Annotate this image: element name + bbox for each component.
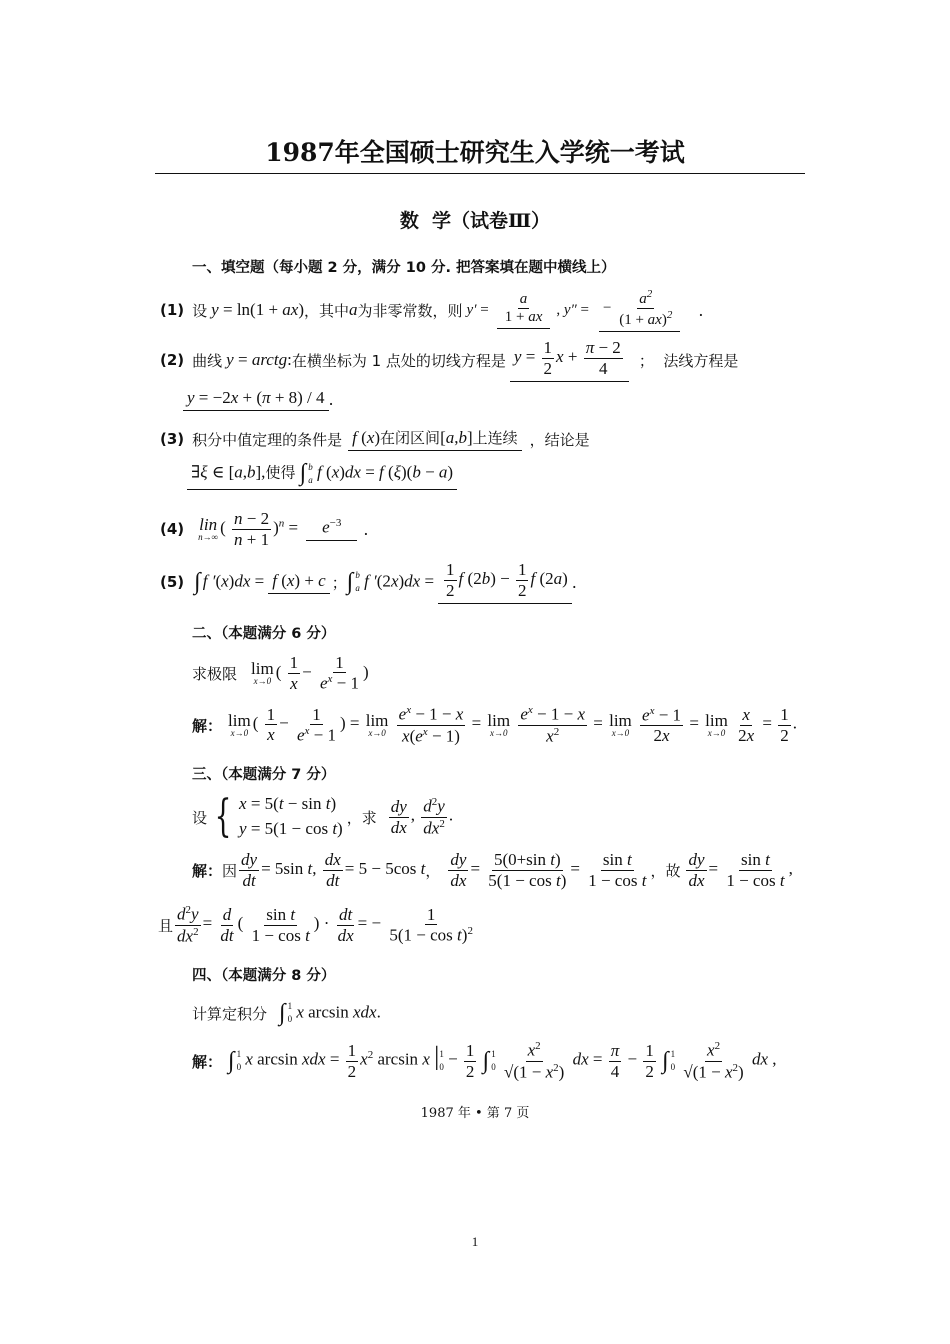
q4-answer: $e^{-3}$	[306, 517, 357, 541]
q1-var-a: a	[349, 300, 358, 319]
section3-prompt2: ，求	[346, 808, 377, 827]
section3-sol-text4: 且	[158, 916, 174, 935]
section3-param-eqs: x = 5(t − sin t) y = 5(1 − cos t)	[239, 794, 343, 838]
section4-problem	[192, 996, 381, 1030]
q5-integral2: ∫ b a f ′(2x)dx =	[346, 568, 435, 595]
q1-ydoubleprime: , y″ =	[556, 301, 589, 318]
q2-text2: 在横坐标为 1 点处的切线方程是	[291, 351, 506, 370]
section3-solution2	[158, 900, 477, 950]
title-rule	[155, 173, 805, 174]
q1-answer-ydoubleprime: − $\frac{a^2}{(1 + ax)^2}$	[599, 288, 680, 333]
question-4: (4) lin n→∞ ( $\frac{n - 2}{n + 1}$ )$^n$ = $e^{-3}$ .	[160, 508, 369, 549]
section2-problem	[192, 650, 369, 696]
q1-yprime: y′ =	[466, 301, 489, 318]
q1-answer-yprime: $\frac{a}{1 + ax}$	[497, 291, 551, 330]
section3-sol-text2: ，	[425, 861, 441, 880]
page-number: 1	[471, 1234, 479, 1249]
question-1: (1) 设 y = ln(1 + ax) ，其中 a 为非零常数，则 y′ = $\frac{a}{1 + ax}$ , y″ = − $\frac{a^2}{(1 + ax)^2}$ .	[160, 288, 703, 332]
q3-text: 积分中值定理的条件是	[192, 430, 343, 449]
q1-function: y = ln(1 + ax)	[211, 300, 305, 319]
section2-sol-label: 解：	[192, 716, 223, 735]
section2-solution-steps: lim x→0 ( $\frac{1}{x}$ − $\frac{1}{e^x - 1}$ ) = lim x→0 $\frac{e^x - 1 - x}{x(e^x - 1)}$ = lim x→0 $\frac{e^x - 1 - x}{x^2}$ = lim x→0 $\frac{e^x - 1}{2x}$ = lim x→0 $\frac{x}{2x}$ = $\frac{1}{2}$ .	[228, 704, 797, 746]
section3-dydx: $\frac{dy}{dx}$ = $\frac{\text{5(0+sin t)}}{\text{5(1 − cos t)}}$ = $\frac{\text{sin t}}{\text{1 − cos t}}$	[450, 849, 647, 890]
section3-sol-label: 解：	[192, 861, 223, 880]
section2-prompt: 求极限	[192, 664, 238, 683]
question-2	[160, 336, 738, 384]
section3-prompt1: 设	[192, 808, 208, 827]
q4-limit: lin n→∞ ( $\frac{n - 2}{n + 1}$ )$^n$ =	[198, 508, 299, 549]
q2-text3: ； 法线方程是	[638, 351, 739, 370]
q3-number: (3)	[160, 430, 185, 448]
question-3	[160, 426, 590, 452]
q5-integral1: ∫ f ′(x)dx =	[194, 568, 265, 595]
section1-heading: 一、填空题（每小题 2 分，满分 10 分. 把答案填在题中横线上）	[192, 260, 616, 276]
section4-sol-label: 解：	[192, 1052, 223, 1071]
q3-text2: ，结论是	[529, 430, 590, 449]
q5-answer2: $\frac{1}{2}$ f (2b) − $\frac{1}{2}$ f (2a)	[438, 560, 572, 603]
section3-dydx-result: $\frac{dy}{dx}$ = $\frac{\text{sin t}}{\text{1 − cos t}}$ ,	[688, 849, 793, 890]
page-title: 1987年全国硕士研究生入学统一考试	[265, 138, 685, 167]
section3-problem: 设 { x = 5(t − sin t) y = 5(1 − cos t) ，求 $\frac{dy}{dx}$ , $\frac{d^2y}{dx^2}$ .	[192, 791, 454, 842]
exam-subtitle: 数 学（试卷Ⅲ）	[399, 210, 551, 232]
q4-number: (4)	[160, 520, 185, 538]
q2-number: (2)	[160, 351, 185, 369]
section4-solution	[192, 1036, 777, 1086]
section2-limit: lim x→0 ( $\frac{1}{x}$ − $\frac{1}{e^x - 1}$ )	[251, 652, 369, 693]
section3-second-deriv: $\frac{d^2y}{dx^2}$ = $\frac{d}{dt}$ ( $\frac{\text{sin t}}{\text{1 − cos t}}$ ) · $\frac{dt}{dx}$ = − $\frac{1}{5(1 - \cos t)^2}$	[177, 904, 473, 946]
q2-text: 曲线	[192, 351, 223, 370]
section4-heading: 四、（本题满分 8 分）	[192, 968, 336, 984]
section3-solution1	[192, 846, 793, 894]
q3-answer-conclusion: ∃ξ ∈ [a,b],使得 ∫ b a f (x)dx = f (ξ)(b − a)	[187, 460, 457, 490]
q3-answer-condition: f (x)在闭区间[a,b]上连续	[348, 427, 522, 451]
section3-sol-text3: ，故	[650, 861, 681, 880]
page-footer-label: 1987 年 • 第 7 页	[420, 1106, 530, 1121]
section3-derivs: $\frac{dy}{dt}$ = 5sin t, $\frac{dx}{dt}$ = 5 − 5cos t	[241, 849, 426, 890]
q5-number: (5)	[160, 573, 185, 591]
question-2-normal: y = −2x + (π + 8) / 4 .	[183, 386, 334, 412]
section4-prompt: 计算定积分	[192, 1004, 268, 1023]
section2-solution	[192, 701, 797, 749]
section2-heading: 二、（本题满分 6 分）	[192, 626, 336, 642]
question-3-conclusion	[187, 458, 457, 492]
q2-answer-tangent: y = $\frac{1}{2}$ x + $\frac{\pi - 2}{4}$	[510, 338, 629, 381]
q1-text3: 为非零常数，则	[357, 301, 463, 320]
q1-number: (1)	[160, 301, 185, 319]
section4-solution-steps: ∫ 1 0 x arcsin xdx = $\frac{1}{2}$ $x^2$ arcsin x | 1 0 − $\frac{1}{2}$ ∫ 1 0 $\frac{x^2}{√(1 - x^2)}$ dx = $\frac{\pi}{4}$ − $\frac{1}{2}$ ∫ 1 0 $\frac{x^2}{√(1 - x^2)}$ dx ,	[228, 1040, 777, 1082]
q1-text2: ，其中	[304, 301, 350, 320]
q1-text: 设	[192, 301, 208, 320]
section3-sol-text1: 因	[222, 861, 238, 880]
question-5: (5) ∫ f ′(x)dx = f (x) + c ； ∫ b a f ′(2x)dx = $\frac{1}{2}$ f (2b) − $\frac{1}{2}$ f (2a) .	[160, 558, 577, 606]
q2-curve: y = arctg:	[226, 350, 292, 369]
q5-answer1: f (x) + c	[268, 571, 330, 594]
section4-integral: ∫ 1 0 x arcsin xdx.	[279, 999, 381, 1026]
section3-heading: 三、（本题满分 7 分）	[192, 767, 336, 783]
section3-target: $\frac{dy}{dx}$ , $\frac{d^2y}{dx^2}$ .	[390, 796, 454, 838]
q2-answer-normal: y = −2x + (π + 8) / 4	[183, 388, 329, 411]
